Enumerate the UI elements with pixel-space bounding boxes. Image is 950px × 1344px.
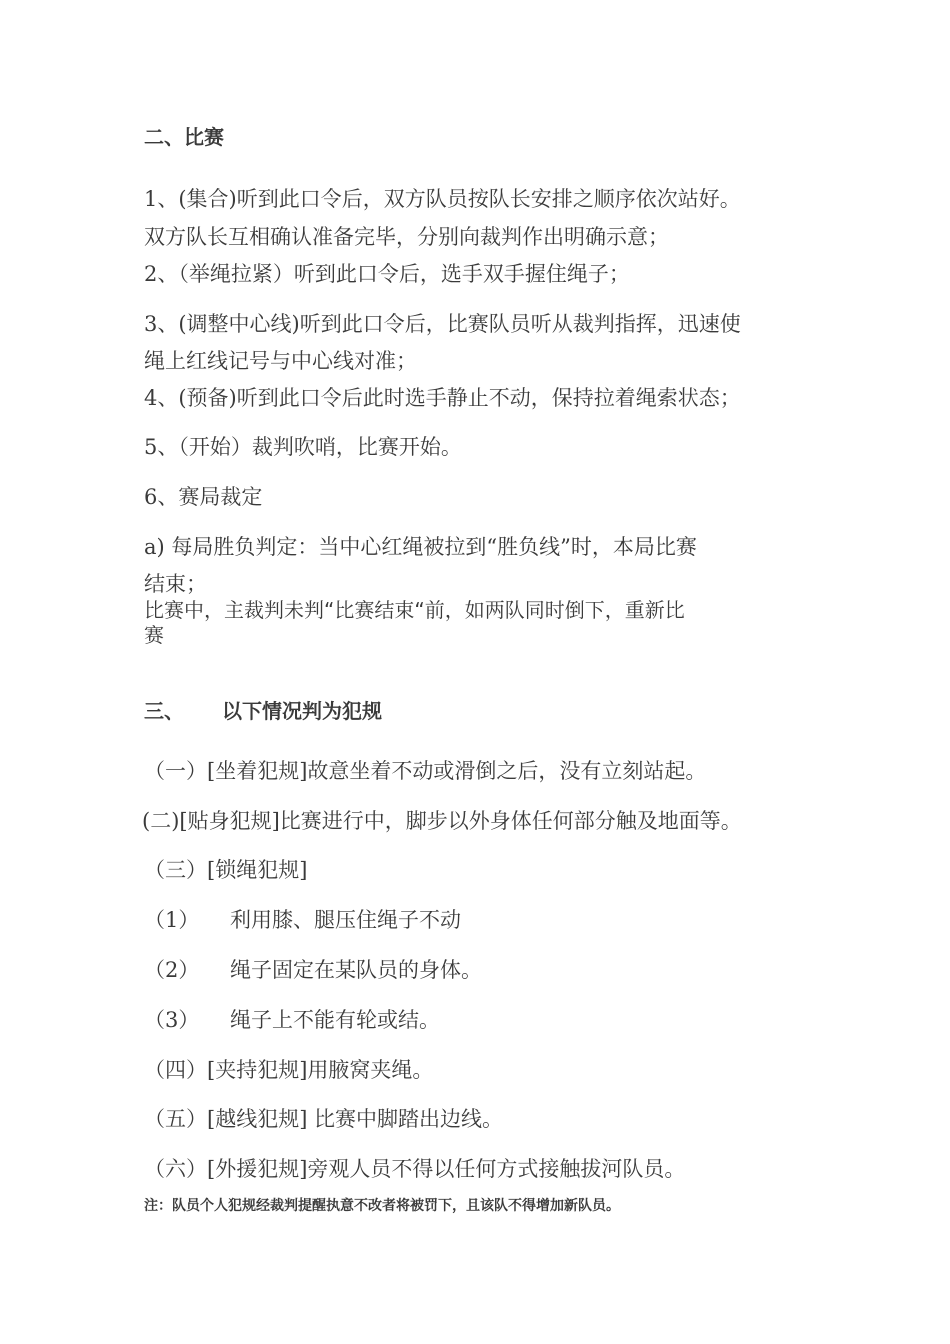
foul-6: （六）[外援犯规]旁观人员不得以任何方式接触拔河队员。	[144, 1157, 686, 1181]
sub-number: （1）	[144, 908, 200, 932]
rule-6: 6、赛局裁定	[144, 485, 263, 509]
section-3-number: 三、	[144, 699, 184, 723]
sub-text: 绳子固定在某队员的身体。	[230, 958, 482, 982]
rule-1-line-2: 双方队长互相确认准备完毕，分别向裁判作出明确示意；	[144, 225, 669, 249]
foul-1: （一）[坐着犯规]故意坐着不动或滑倒之后，没有立刻站起。	[144, 759, 707, 783]
foul-3-sub-3	[144, 1007, 440, 1033]
sub-number: （2）	[144, 958, 200, 982]
section-3-title: 以下情况判为犯规	[222, 699, 382, 723]
sub-text: 利用膝、腿压住绳子不动	[230, 908, 461, 932]
section-3-heading	[144, 698, 382, 724]
rule-6a-line-2: 结束；	[144, 572, 207, 596]
rule-6a-line-3: 比赛中，主裁判未判“比赛结束“前，如两队同时倒下，重新比	[144, 598, 685, 622]
rule-6a-line-4: 赛	[144, 623, 164, 647]
rule-6a-line-1: a) 每局胜负判定：当中心红绳被拉到“胜负线”时，本局比赛	[144, 535, 697, 559]
rule-5: 5、（开始）裁判吹哨，比赛开始。	[144, 435, 462, 459]
rule-1-line-1: 1、(集合)听到此口令后，双方队员按队长安排之顺序依次站好。	[144, 187, 741, 211]
foul-3-sub-1	[144, 907, 461, 933]
foul-5: （五）[越线犯规] 比赛中脚踏出边线。	[144, 1107, 504, 1131]
rule-3-line-2: 绳上红线记号与中心线对准；	[144, 349, 417, 373]
foul-3: （三）[锁绳犯规]	[144, 858, 308, 882]
section-2-heading: 二、比赛	[144, 125, 224, 149]
sub-text: 绳子上不能有轮或结。	[230, 1008, 440, 1032]
rule-3-line-1: 3、(调整中心线)听到此口令后，比赛队员听从裁判指挥，迅速使	[144, 312, 741, 336]
rule-4: 4、(预备)听到此口令后此时选手静止不动，保持拉着绳索状态；	[144, 386, 741, 410]
note: 注：队员个人犯规经裁判提醒执意不改者将被罚下，且该队不得增加新队员。	[144, 1198, 620, 1214]
foul-3-sub-2	[144, 957, 482, 983]
sub-number: （3）	[144, 1008, 200, 1032]
foul-2: (二)[贴身犯规]比赛进行中，脚步以外身体任何部分触及地面等。	[142, 809, 742, 833]
rule-2: 2、（举绳拉紧）听到此口令后，选手双手握住绳子；	[144, 262, 630, 286]
foul-4: （四）[夹持犯规]用腋窝夹绳。	[144, 1058, 434, 1082]
